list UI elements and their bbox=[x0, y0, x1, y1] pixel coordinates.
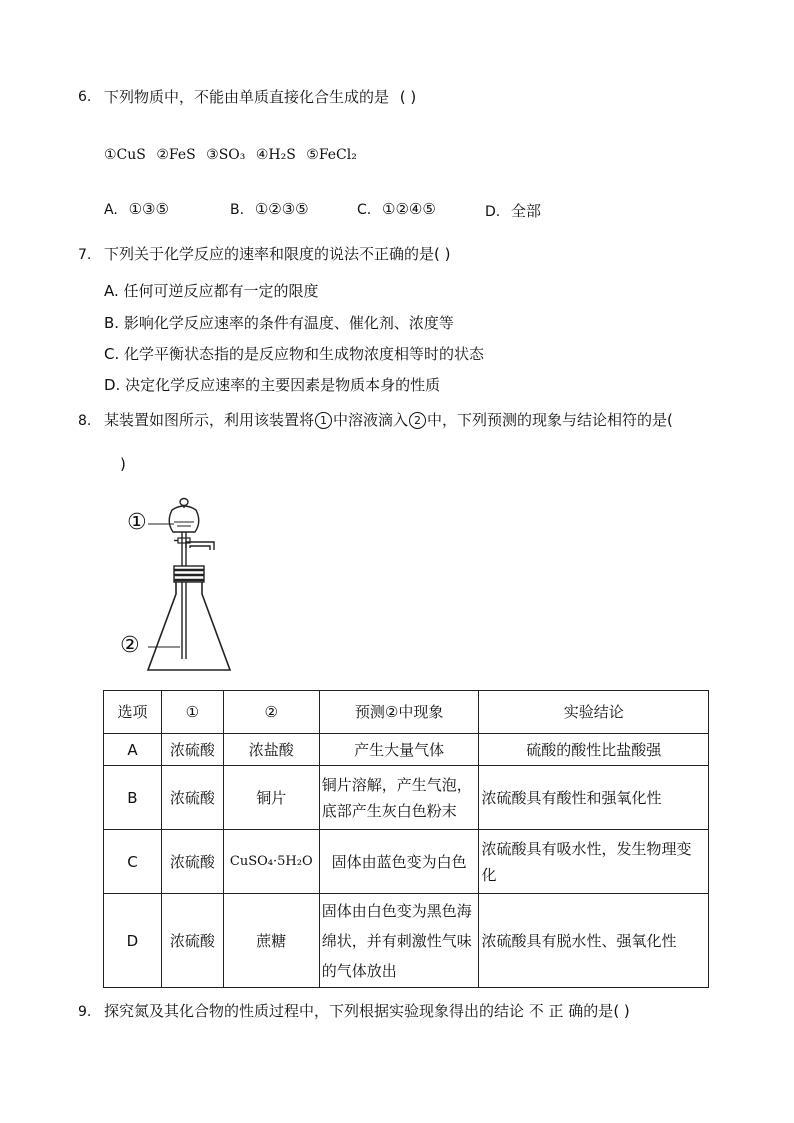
figure-label-2: ② bbox=[120, 633, 140, 658]
table-cell: B bbox=[104, 766, 162, 830]
q6-item: ④H₂S bbox=[255, 147, 296, 163]
q7-stem-text: 下列关于化学反应的速率和限度的说法不正确的是 bbox=[104, 245, 435, 263]
table-cell: 固体由白色变为黑色海绵状，并有刺激性气味的气体放出 bbox=[319, 894, 479, 988]
q7-number: 7. bbox=[78, 247, 92, 263]
table-cell: 固体由蓝色变为白色 bbox=[319, 830, 479, 894]
q6-item: ②FeS bbox=[156, 147, 196, 163]
option-text: ①②③⑤ bbox=[254, 200, 309, 218]
q8-stem-text: 某装置如图所示，利用该装置将 bbox=[104, 411, 315, 429]
table-cell: 浓硫酸 bbox=[161, 734, 223, 766]
table-header: 选项 bbox=[104, 691, 162, 734]
table-row bbox=[104, 830, 709, 894]
table-cell: 浓盐酸 bbox=[223, 734, 319, 766]
table-cell: 铜片 bbox=[223, 766, 319, 830]
table-header: 实验结论 bbox=[479, 691, 709, 734]
q7-option-c: C. 化学平衡状态指的是反应物和生成物浓度相等时的状态 bbox=[104, 345, 485, 363]
circled-number-2: 2 bbox=[409, 412, 426, 429]
table-header: ② bbox=[223, 691, 319, 734]
q7-option-a: A. 任何可逆反应都有一定的限度 bbox=[104, 282, 319, 300]
q9-number: 9. bbox=[78, 1004, 92, 1020]
q7-answer-blank: ( ) bbox=[434, 245, 451, 263]
q8-number: 8. bbox=[78, 413, 92, 429]
table-cell: D bbox=[104, 894, 162, 988]
table-cell: 产生大量气体 bbox=[319, 734, 479, 766]
table-cell: 浓硫酸具有脱水性、强氧化性 bbox=[479, 894, 709, 988]
option-letter: B. bbox=[230, 202, 245, 218]
q7-stem bbox=[104, 243, 451, 264]
table-cell: 硫酸的酸性比盐酸强 bbox=[479, 734, 709, 766]
option-text: ①③⑤ bbox=[128, 200, 169, 218]
option-text: 全部 bbox=[511, 202, 542, 220]
q6-option-b bbox=[230, 200, 309, 218]
q6-stem-text: 下列物质中，不能由单质直接化合生成的是 bbox=[104, 88, 390, 106]
q8-options-table bbox=[103, 690, 709, 988]
table-cell: 铜片溶解，产生气泡，底部产生灰白色粉末 bbox=[319, 766, 479, 830]
q6-option-c bbox=[357, 200, 436, 218]
q6-option-d bbox=[485, 200, 541, 221]
q7-option-d: D. 决定化学反应速率的主要因素是物质本身的性质 bbox=[104, 376, 441, 394]
q7-option-b: B. 影响化学反应速率的条件有温度、催化剂、浓度等 bbox=[104, 314, 454, 332]
table-cell: 浓硫酸具有酸性和强氧化性 bbox=[479, 766, 709, 830]
table-cell: 浓硫酸 bbox=[161, 894, 223, 988]
q6-number: 6. bbox=[78, 89, 92, 105]
table-header: ① bbox=[161, 691, 223, 734]
q8-stem-text: 中，下列预测的现象与结论相符的是( bbox=[427, 411, 673, 429]
option-letter: A. bbox=[104, 202, 118, 218]
q6-option-a bbox=[104, 200, 169, 218]
q6-stem bbox=[104, 86, 416, 107]
option-letter: C. bbox=[357, 202, 372, 218]
q8-answer-blank-close: ) bbox=[120, 455, 126, 473]
q6-item: ③SO₃ bbox=[206, 147, 246, 163]
table-row bbox=[104, 894, 709, 988]
table-header: 预测②中现象 bbox=[319, 691, 479, 734]
q9-stem-text: 探究氮及其化合物的性质过程中，下列根据实验现象得出的结论 不 正 确的是 bbox=[104, 1002, 614, 1020]
q8-stem-text: 中溶液滴入 bbox=[333, 411, 409, 429]
table-header-row bbox=[104, 691, 709, 734]
q8-stem bbox=[104, 409, 673, 430]
table-cell: CuSO₄·5H₂O bbox=[223, 830, 319, 894]
table-cell: 浓硫酸 bbox=[161, 766, 223, 830]
figure-label-1: ① bbox=[127, 510, 147, 535]
table-cell: C bbox=[104, 830, 162, 894]
table-cell: 浓硫酸 bbox=[161, 830, 223, 894]
table-cell: 浓硫酸具有吸水性，发生物理变化 bbox=[479, 830, 709, 894]
table-cell: A bbox=[104, 734, 162, 766]
table-cell: 蔗糖 bbox=[223, 894, 319, 988]
q9-answer-blank: ( ) bbox=[613, 1002, 630, 1020]
table-row bbox=[104, 766, 709, 830]
q6-answer-blank: ( ) bbox=[399, 88, 417, 106]
q6-item: ①CuS bbox=[104, 147, 146, 163]
circled-number-1: 1 bbox=[315, 412, 332, 429]
table-row bbox=[104, 734, 709, 766]
q6-item: ⑤FeCl₂ bbox=[306, 147, 357, 163]
q9-stem bbox=[104, 1000, 630, 1021]
option-text: ①②④⑤ bbox=[382, 200, 436, 218]
option-letter: D. bbox=[485, 204, 501, 220]
q6-items bbox=[104, 147, 357, 163]
